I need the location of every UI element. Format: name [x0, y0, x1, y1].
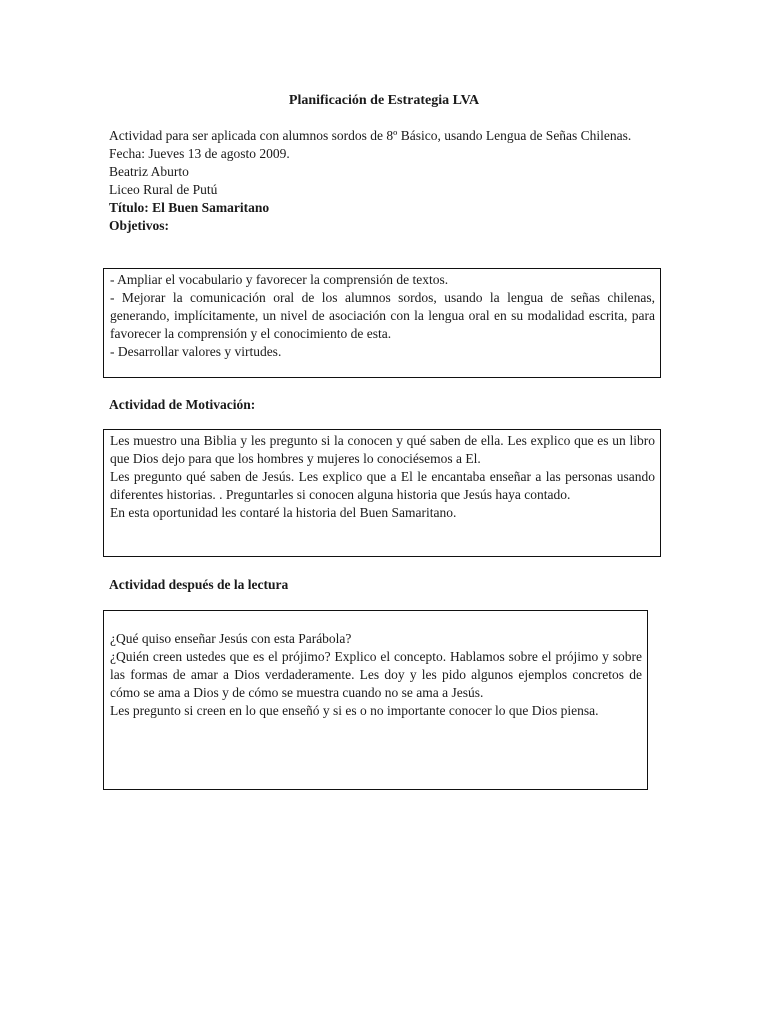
- intro-block: [109, 127, 669, 235]
- after-reading-heading: Actividad después de la lectura: [109, 577, 289, 592]
- author-line: Beatriz Aburto: [109, 164, 189, 179]
- activity-description: Actividad para ser aplicada con alumnos sordos de 8º Básico, usando Lengua de Señas Chilenas.: [109, 128, 632, 143]
- after-reading-paragraph: Les pregunto si creen en lo que enseñó y si es o no importante conocer lo que Dios piensa.: [110, 703, 599, 718]
- objectives-box: [103, 268, 661, 378]
- objective-item: - Ampliar el vocabulario y favorecer la comprensión de textos.: [110, 272, 449, 287]
- objective-item: - Desarrollar valores y virtudes.: [110, 344, 282, 359]
- objetivos-label: Objetivos:: [109, 218, 169, 233]
- after-reading-paragraph: ¿Qué quiso enseñar Jesús con esta Parábola?: [110, 631, 352, 646]
- titulo-line: Título: El Buen Samaritano: [109, 200, 270, 215]
- motivation-paragraph: Les muestro una Biblia y les pregunto si la conocen y qué saben de ella. Les explico que es un libro que Dios dejo para que los hombres y mujeres lo conociésemos a El.: [110, 433, 655, 466]
- objective-item: - Mejorar la comunicación oral de los alumnos sordos, usando la lengua de señas chilenas, generando, implícitamente, un nivel de asociación con la lengua oral en su modalidad escrita, para favorecer la comprensión y el conocimiento de esta.: [110, 290, 655, 341]
- motivation-paragraph: En esta oportunidad les contaré la historia del Buen Samaritano.: [110, 505, 457, 520]
- motivation-paragraph: Les pregunto qué saben de Jesús. Les explico que a El le encantaba enseñar a las personas usando diferentes historias. . Preguntarles si conocen alguna historia que Jesús haya contado.: [110, 469, 655, 502]
- motivation-heading: Actividad de Motivación:: [109, 397, 256, 412]
- document-title: Planificación de Estrategia LVA: [288, 93, 480, 108]
- school-line: Liceo Rural de Putú: [109, 182, 218, 197]
- motivation-box: [103, 429, 661, 557]
- date-line: Fecha: Jueves 13 de agosto 2009.: [109, 146, 290, 161]
- after-reading-box: [103, 610, 648, 790]
- after-reading-paragraph: ¿Quién creen ustedes que es el prójimo? Explico el concepto. Hablamos sobre el prójimo y sobre las formas de amar a Dios verdaderamente. Les doy y les pido algunos ejemplos concretos de cómo se ama a Dios y de cómo se muestra cuando no se ama a Jesús.: [110, 649, 642, 700]
